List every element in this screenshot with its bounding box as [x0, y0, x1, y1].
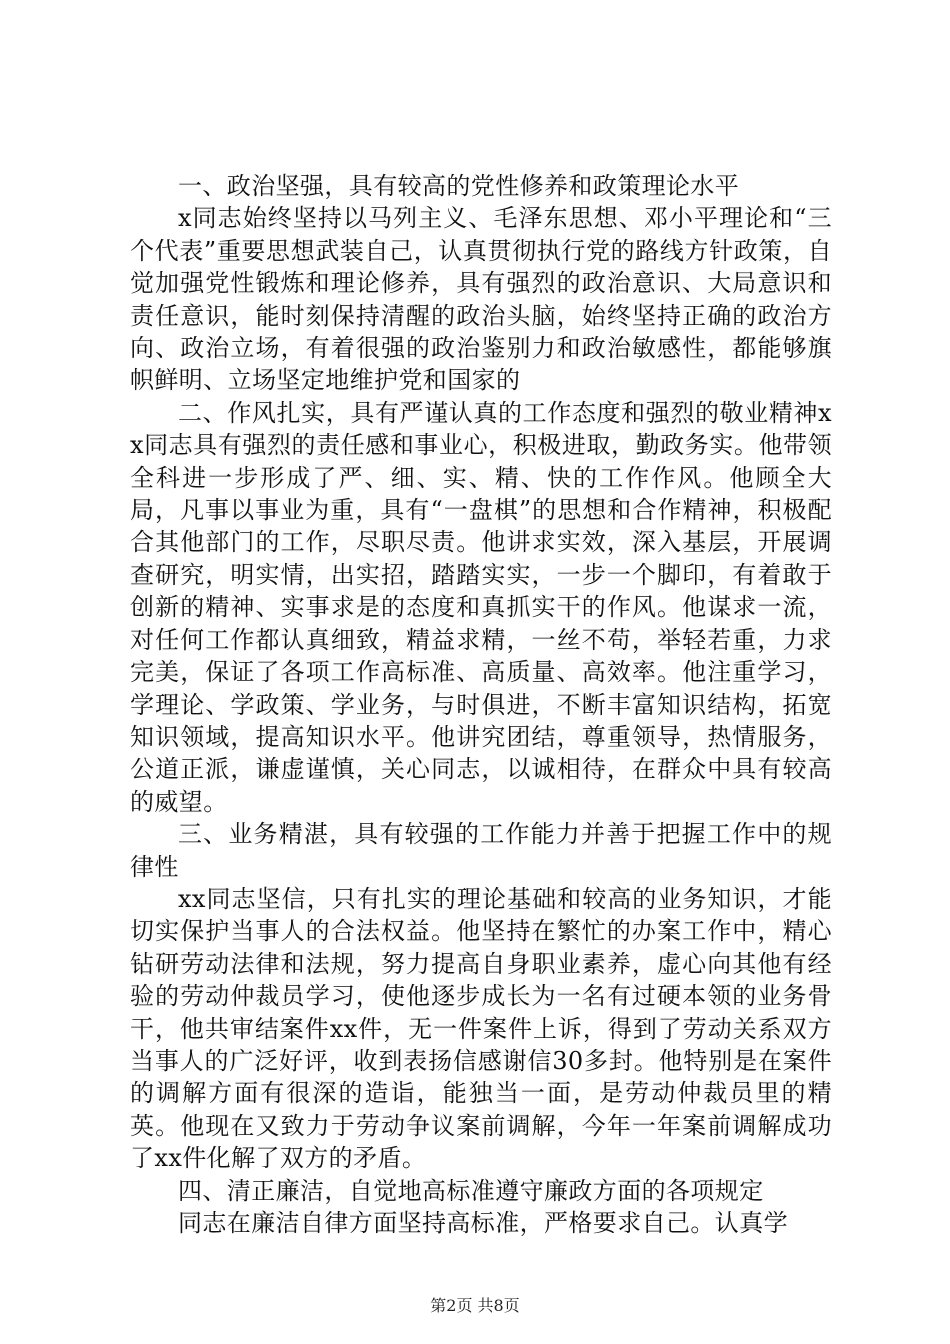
paragraph-political: x同志始终坚持以马列主义、毛泽东思想、邓小平理论和“三个代表”重要思想武装自己，认真贯彻执行党的路线方针政策，自觉加强党性锻炼和理论修养，具有强烈的政治意识、大局意识和责任意识，能时刻保持清醒的政治头脑，始终坚持正确的政治方向、政治立场，有着很强的政治鉴别力和政治敏感性，都能够旗帜鲜明、立场坚定地维护党和国家的 — [130, 204, 832, 395]
paragraph-professional: xx同志坚信，只有扎实的理论基础和较高的业务知识，才能切实保护当事人的合法权益。他坚持在繁忙的办案工作中，精心钻研劳动法律和法规，努力提高自身职业素养，虚心向其他有经验的劳动仲裁员学习，使他逐步成长为一名有过硬本领的业务骨干，他共审结案件xx件，无一件案件上诉，得到了劳动关系双方当事人的广泛好评，收到表扬信感谢信30多封。他特别是在案件的调解方面有很深的造诣，能独当一面，是劳动仲裁员里的精英。他现在又致力于劳动争议案前调解，今年一年案前调解成功了xx件化解了双方的矛盾。 — [130, 884, 832, 1173]
page-footer: 第2页 共8页 — [430, 1296, 520, 1315]
paragraph-integrity: 同志在廉洁自律方面坚持高标准，严格要求自己。认真学 — [178, 1209, 788, 1237]
document-body — [130, 170, 832, 1239]
heading-professional: 三、业务精湛，具有较强的工作能力并善于把握工作中的规律性 — [130, 820, 832, 881]
heading-integrity: 四、清正廉洁，自觉地高标准遵守廉政方面的各项规定 — [178, 1176, 764, 1205]
heading-political: 一、政治坚强，具有较高的党性修养和政策理论水平 — [178, 172, 740, 200]
paragraph-work-style: 二、作风扎实，具有严谨认真的工作态度和强烈的敬业精神xx同志具有强烈的责任感和事业心，积极进取，勤政务实。他带领全科进一步形成了严、细、实、精、快的工作作风。他顾全大局，凡事以事业为重，具有“一盘棋”的思想和合作精神，积极配合其他部门的工作，尽职尽责。他讲求实效，深入基层，开展调查研究，明实情，出实招，踏踏实实，一步一个脚印，有着敢于创新的精神、实事求是的态度和真抓实干的作风。他谋求一流，对任何工作都认真细致，精益求精，一丝不苟，举轻若重，力求完美，保证了各项工作高标准、高质量、高效率。他注重学习，学理论、学政策、学业务，与时俱进，不断丰富知识结构，拓宽知识领域，提高知识水平。他讲究团结，尊重领导，热情服务，公道正派，谦虚谨慎，关心同志，以诚相待，在群众中具有较高的威望。 — [130, 398, 832, 816]
